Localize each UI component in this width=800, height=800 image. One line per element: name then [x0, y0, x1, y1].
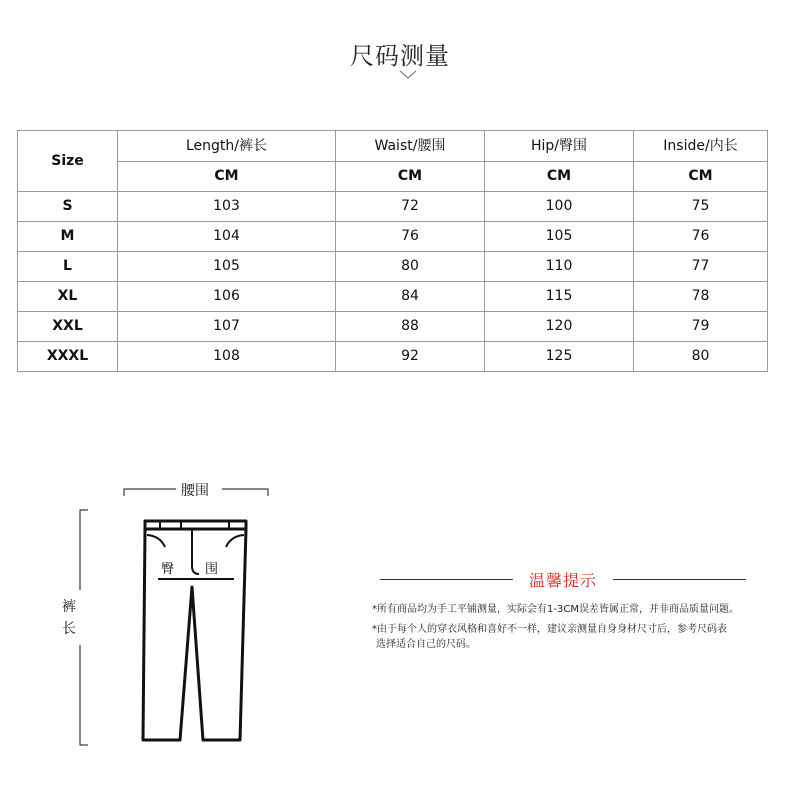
waist-value: 88: [336, 312, 485, 342]
table-row: [18, 312, 768, 342]
length-value: 106: [118, 282, 336, 312]
pants-outline: [143, 521, 246, 740]
hip-value: 125: [485, 342, 634, 372]
length-diagram-label: [60, 596, 78, 640]
waist-value: 72: [336, 192, 485, 222]
hip-label-char-1: 臀: [161, 562, 175, 577]
hip-value: 100: [485, 192, 634, 222]
length-label-char-2: 长: [62, 621, 76, 637]
length-value: 107: [118, 312, 336, 342]
unit-inside: CM: [634, 162, 768, 192]
page-title: 尺码测量: [350, 42, 450, 70]
tips-divider-left: [380, 579, 513, 580]
column-header-waist: Waist/腰围: [336, 131, 485, 162]
length-value: 103: [118, 192, 336, 222]
column-header-length: Length/裤长: [118, 131, 336, 162]
size-label: S: [18, 192, 118, 222]
size-header: Size: [18, 131, 118, 192]
table-row: [18, 252, 768, 282]
size-table: [17, 130, 768, 372]
waist-value: 76: [336, 222, 485, 252]
waist-value: 80: [336, 252, 485, 282]
size-label: L: [18, 252, 118, 282]
inside-value: 75: [634, 192, 768, 222]
length-value: 105: [118, 252, 336, 282]
tip-line-3: 选择适合自己的尺码。: [376, 639, 476, 650]
tip-line-1: *所有商品均为手工平铺测量，实际会有1-3CM误差皆属正常，并非商品质量问题。: [372, 604, 739, 615]
tip-line-2: *由于每个人的穿衣风格和喜好不一样，建议亲测量自身身材尺寸后，参考尺码表: [372, 624, 727, 635]
table-row: [18, 222, 768, 252]
inside-value: 80: [634, 342, 768, 372]
hip-value: 110: [485, 252, 634, 282]
inside-value: 77: [634, 252, 768, 282]
column-header-hip: Hip/臀围: [485, 131, 634, 162]
hip-value: 120: [485, 312, 634, 342]
inside-value: 78: [634, 282, 768, 312]
inside-value: 79: [634, 312, 768, 342]
unit-hip: CM: [485, 162, 634, 192]
waist-diagram-label: 腰围: [181, 483, 209, 499]
size-label: M: [18, 222, 118, 252]
pants-outline-icon: [0, 440, 360, 780]
length-measure-bracket: [80, 510, 88, 745]
size-label: XXL: [18, 312, 118, 342]
waist-value: 84: [336, 282, 485, 312]
size-label: XXXL: [18, 342, 118, 372]
column-header-inside: Inside/内长: [634, 131, 768, 162]
table-row: [18, 282, 768, 312]
unit-length: CM: [118, 162, 336, 192]
inside-value: 76: [634, 222, 768, 252]
length-value: 104: [118, 222, 336, 252]
chevron-down-icon: [400, 70, 416, 80]
hip-label-char-2: 围: [205, 562, 219, 577]
table-row: [18, 342, 768, 372]
hip-value: 105: [485, 222, 634, 252]
size-label: XL: [18, 282, 118, 312]
length-label-char-1: 裤: [62, 599, 76, 615]
tips-divider-right: [613, 579, 746, 580]
length-value: 108: [118, 342, 336, 372]
waist-value: 92: [336, 342, 485, 372]
table-row: [18, 192, 768, 222]
hip-value: 115: [485, 282, 634, 312]
tips-title: 温馨提示: [528, 571, 597, 590]
unit-waist: CM: [336, 162, 485, 192]
